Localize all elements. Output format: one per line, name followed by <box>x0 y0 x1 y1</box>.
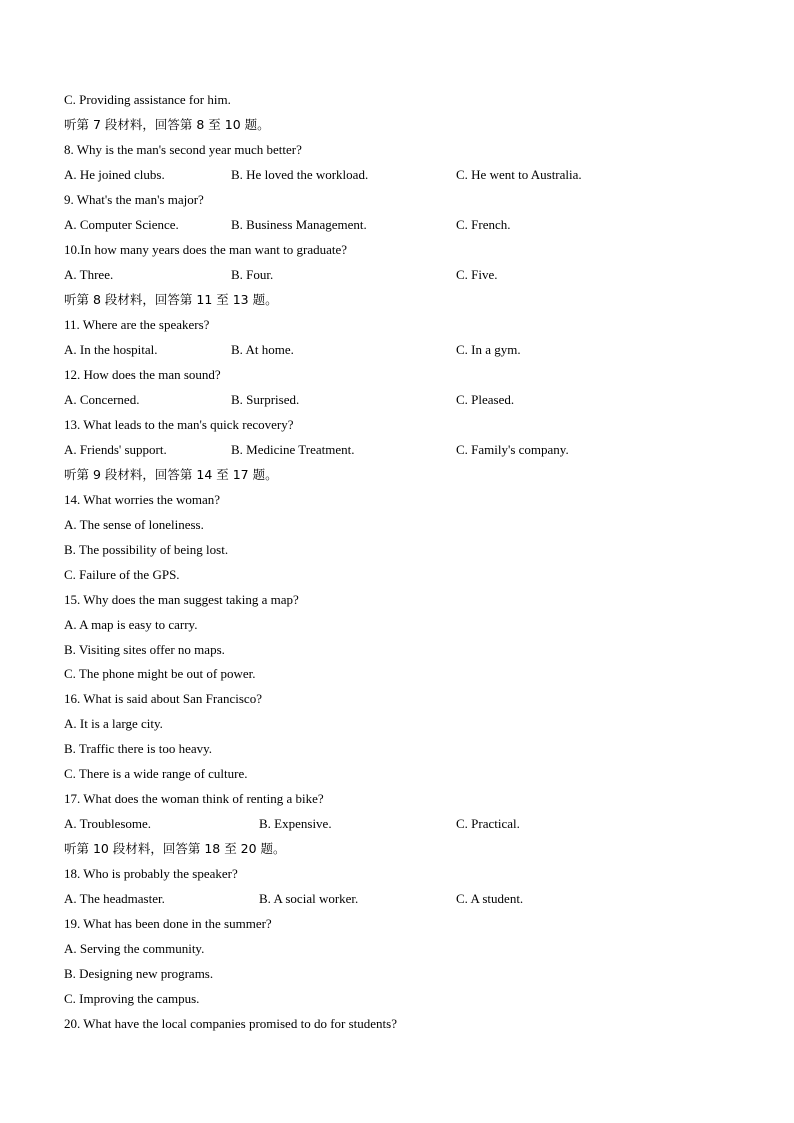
question-text: 11. Where are the speakers? <box>64 317 210 332</box>
option-b: B. Surprised. <box>231 392 300 407</box>
section-heading: 听第 10 段材料，回答第 18 至 20 题。 <box>64 841 286 856</box>
options-row <box>64 437 744 462</box>
option-a: A. Computer Science. <box>64 217 179 232</box>
question-text: 20. What have the local companies promised to do for students? <box>64 1016 397 1031</box>
options-row <box>64 262 744 287</box>
option-a: A. The headmaster. <box>64 891 165 906</box>
option-c: C. Family's company. <box>456 442 569 457</box>
options-row <box>64 212 744 237</box>
question-text: 8. Why is the man's second year much better? <box>64 142 302 157</box>
question-text: 17. What does the woman think of renting a bike? <box>64 791 324 806</box>
question-text: 13. What leads to the man's quick recovery? <box>64 417 294 432</box>
option-b: B. Medicine Treatment. <box>231 442 355 457</box>
option-a: A. It is a large city. <box>64 716 163 731</box>
section-heading: 听第 9 段材料，回答第 14 至 17 题。 <box>64 467 278 482</box>
option-b: B. Business Management. <box>231 217 367 232</box>
option-b: B. Designing new programs. <box>64 966 214 981</box>
option-a: A. Serving the community. <box>64 941 205 956</box>
section-heading: 听第 8 段材料，回答第 11 至 13 题。 <box>64 292 278 307</box>
option-b: B. Four. <box>231 267 274 282</box>
option-b: B. He loved the workload. <box>231 167 369 182</box>
section-heading: 听第 7 段材料，回答第 8 至 10 题。 <box>64 117 270 132</box>
options-row <box>64 162 744 187</box>
option-a: A. The sense of loneliness. <box>64 517 204 532</box>
option-c: C. Pleased. <box>456 392 515 407</box>
option-c: C. A student. <box>456 891 524 906</box>
option-b: B. Expensive. <box>259 816 332 831</box>
option-a: A. A map is easy to carry. <box>64 617 198 632</box>
option-c: C. Practical. <box>456 816 520 831</box>
option-b: B. The possibility of being lost. <box>64 542 229 557</box>
option-c: C. Improving the campus. <box>64 991 200 1006</box>
option-a: A. In the hospital. <box>64 342 158 357</box>
option-c: C. Failure of the GPS. <box>64 567 180 582</box>
question-text: 18. Who is probably the speaker? <box>64 866 238 881</box>
question-text: 14. What worries the woman? <box>64 492 221 507</box>
options-row <box>64 337 744 362</box>
option-c: C. In a gym. <box>456 342 521 357</box>
option-b: B. Traffic there is too heavy. <box>64 741 213 756</box>
options-row <box>64 811 744 836</box>
option-b: B. A social worker. <box>259 891 359 906</box>
question-text: 15. Why does the man suggest taking a map? <box>64 592 299 607</box>
options-row <box>64 886 744 911</box>
option-b: B. At home. <box>231 342 294 357</box>
question-text: 16. What is said about San Francisco? <box>64 691 262 706</box>
question-text: 12. How does the man sound? <box>64 367 221 382</box>
option-text: C. Providing assistance for him. <box>64 92 231 107</box>
question-text: 10.In how many years does the man want to graduate? <box>64 242 348 257</box>
option-c: C. Five. <box>456 267 498 282</box>
option-b: B. Visiting sites offer no maps. <box>64 642 225 657</box>
option-a: A. He joined clubs. <box>64 167 165 182</box>
option-c: C. There is a wide range of culture. <box>64 766 248 781</box>
option-a: A. Troublesome. <box>64 816 152 831</box>
question-text: 19. What has been done in the summer? <box>64 916 272 931</box>
option-a: A. Concerned. <box>64 392 140 407</box>
option-a: A. Friends' support. <box>64 442 167 457</box>
option-c: C. French. <box>456 217 511 232</box>
option-c: C. He went to Australia. <box>456 167 582 182</box>
option-a: A. Three. <box>64 267 114 282</box>
question-text: 9. What's the man's major? <box>64 192 204 207</box>
options-row <box>64 387 744 412</box>
option-c: C. The phone might be out of power. <box>64 666 256 681</box>
